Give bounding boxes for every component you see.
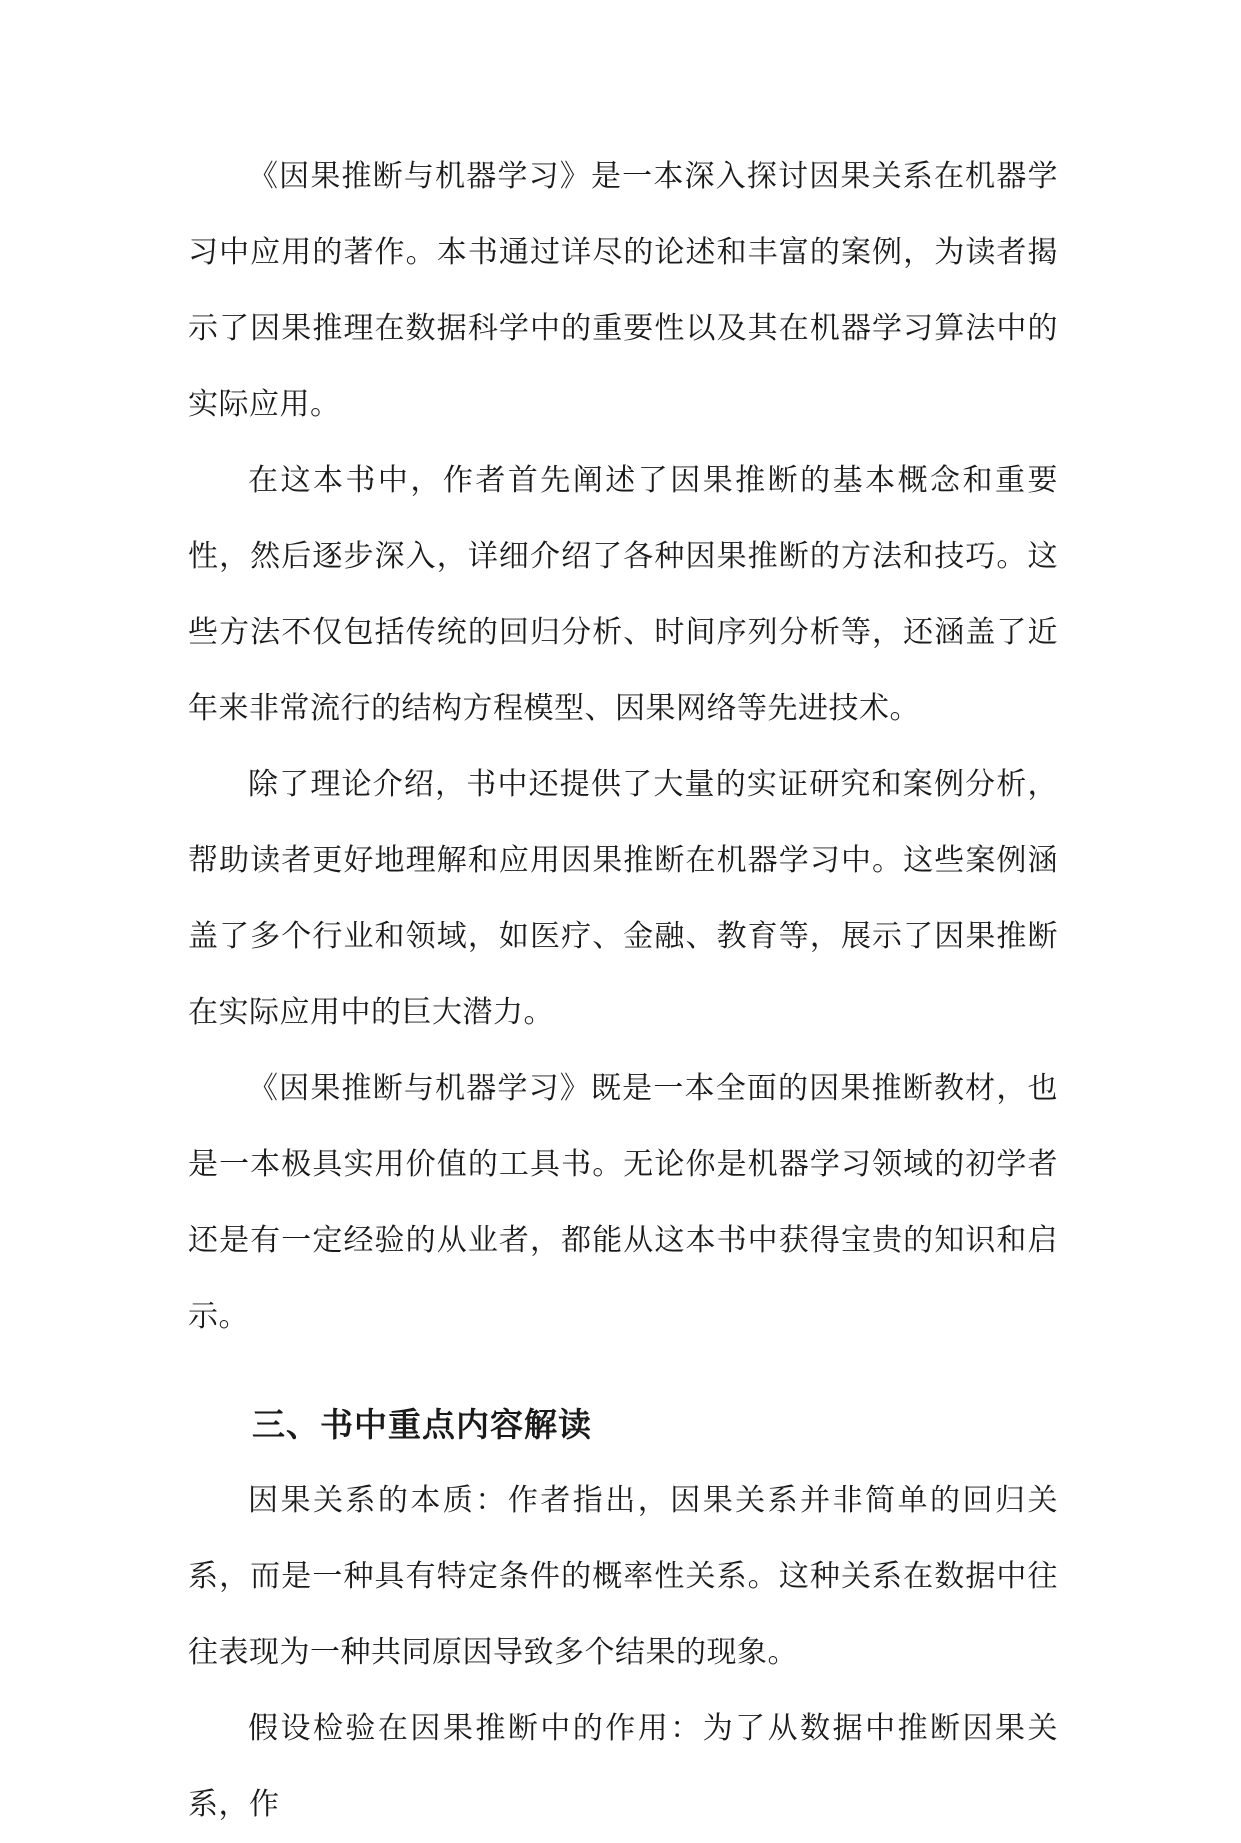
intro-paragraph-3: 除了理论介绍，书中还提供了大量的实证研究和案例分析，帮助读者更好地理解和应用因果推断在机器学习中。这些案例涵盖了多个行业和领域，如医疗、金融、教育等，展示了因果推断在实际应用中的巨大潜力。	[188, 767, 1058, 1030]
section-heading: 三、书中重点内容解读	[252, 1405, 592, 1444]
section-paragraph-2: 假设检验在因果推断中的作用：为了从数据中推断因果关系，作	[188, 1711, 1058, 1822]
intro-paragraph-4: 《因果推断与机器学习》既是一本全面的因果推断教材，也是一本极具实用价值的工具书。无论你是机器学习领域的初学者还是有一定经验的从业者，都能从这本书中获得宝贵的知识和启示。	[188, 1071, 1058, 1334]
document-body	[188, 139, 1058, 1843]
intro-paragraph-1: 《因果推断与机器学习》是一本深入探讨因果关系在机器学习中应用的著作。本书通过详尽的论述和丰富的案例，为读者揭示了因果推理在数据科学中的重要性以及其在机器学习算法中的实际应用。	[188, 159, 1058, 422]
section-paragraph-1: 因果关系的本质：作者指出，因果关系并非简单的回归关系，而是一种具有特定条件的概率性关系。这种关系在数据中往往表现为一种共同原因导致多个结果的现象。	[188, 1483, 1058, 1670]
intro-paragraph-2: 在这本书中，作者首先阐述了因果推断的基本概念和重要性，然后逐步深入，详细介绍了各种因果推断的方法和技巧。这些方法不仅包括传统的回归分析、时间序列分析等，还涵盖了近年来非常流行的结构方程模型、因果网络等先进技术。	[188, 463, 1058, 726]
